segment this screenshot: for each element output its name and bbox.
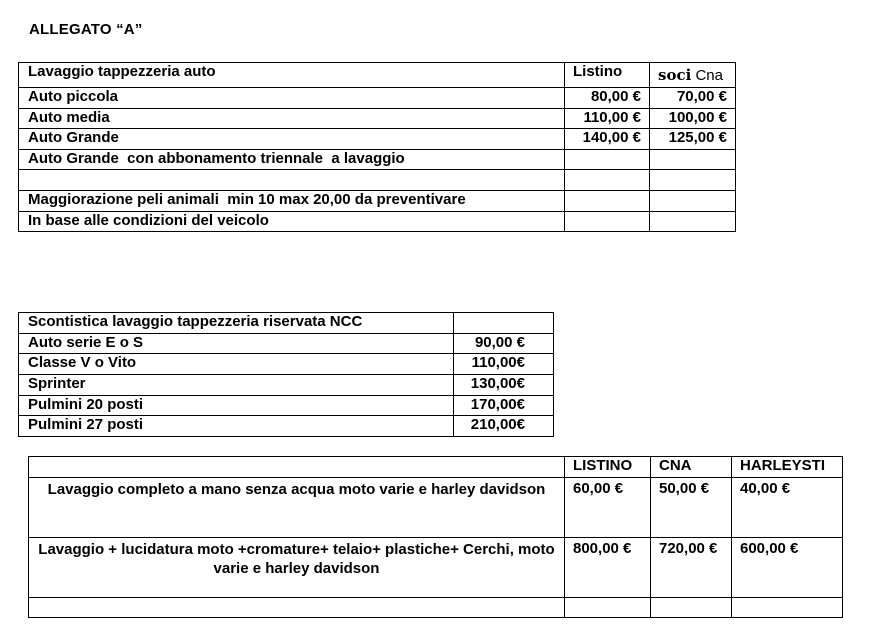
row-label: Auto serie E o S: [19, 333, 454, 354]
table-header-label: Lavaggio tappezzeria auto: [19, 63, 565, 88]
table-header-row: [19, 313, 554, 334]
listino-price: [565, 149, 650, 170]
table-row: [19, 375, 554, 396]
listino-price: 140,00 €: [565, 129, 650, 150]
soci-price: [650, 149, 736, 170]
soci-price: 125,00 €: [650, 129, 736, 150]
row-label: Sprinter: [19, 375, 454, 396]
harleysti-price: 40,00 €: [732, 478, 843, 538]
row-label: Classe V o Vito: [19, 354, 454, 375]
row-price: 90,00 €: [454, 333, 554, 354]
listino-price: 110,00 €: [565, 108, 650, 129]
cna-price: 50,00 €: [651, 478, 732, 538]
row-label: Pulmini 20 posti: [19, 395, 454, 416]
document-heading: ALLEGATO “A”: [29, 21, 143, 38]
listino-price: [565, 211, 650, 232]
cna-header: CNA: [651, 457, 732, 478]
table-row: [19, 211, 736, 232]
ncc-discount-table: [18, 312, 554, 437]
listino-price: 60,00 €: [565, 478, 651, 538]
service-description: Lavaggio completo a mano senza acqua moto varie e harley davidson: [29, 478, 565, 538]
table-header-row: [29, 457, 843, 478]
soci-label: soci: [658, 66, 692, 84]
row-price: 170,00€: [454, 395, 554, 416]
listino-price: [565, 598, 651, 618]
table-row: [19, 416, 554, 437]
table-row: [29, 598, 843, 618]
soci-cna-header: [650, 63, 736, 88]
listino-header: Listino: [565, 63, 650, 88]
table-row: [29, 478, 843, 538]
soci-price: [650, 211, 736, 232]
soci-price: 100,00 €: [650, 108, 736, 129]
table-row: [19, 170, 736, 191]
table-row: [29, 538, 843, 598]
table-header-row: [19, 63, 736, 88]
row-label: [19, 170, 565, 191]
row-label: Maggiorazione peli animali min 10 max 20,00 da preventivare: [19, 190, 565, 211]
table-row: [19, 88, 736, 109]
table-row: [19, 149, 736, 170]
listino-price: [565, 190, 650, 211]
cna-label: Cna: [695, 67, 723, 84]
listino-price: 800,00 €: [565, 538, 651, 598]
listino-price: 80,00 €: [565, 88, 650, 109]
table-row: [19, 395, 554, 416]
table-header-label: Scontistica lavaggio tappezzeria riservata NCC: [19, 313, 454, 334]
empty-cell: [454, 313, 554, 334]
soci-price: 70,00 €: [650, 88, 736, 109]
row-label: Auto piccola: [19, 88, 565, 109]
row-price: 130,00€: [454, 375, 554, 396]
cna-price: [651, 598, 732, 618]
soci-price: [650, 170, 736, 191]
row-label: Pulmini 27 posti: [19, 416, 454, 437]
harleysti-header: HARLEYSTI: [732, 457, 843, 478]
soci-price: [650, 190, 736, 211]
table-row: [19, 333, 554, 354]
row-label: Auto media: [19, 108, 565, 129]
table-row: [19, 129, 736, 150]
row-price: 210,00€: [454, 416, 554, 437]
row-label: Auto Grande: [19, 129, 565, 150]
row-price: 110,00€: [454, 354, 554, 375]
listino-price: [565, 170, 650, 191]
cna-price: 720,00 €: [651, 538, 732, 598]
car-upholstery-price-table: [18, 62, 736, 232]
desc-header: [29, 457, 565, 478]
service-description: Lavaggio + lucidatura moto +cromature+ telaio+ plastiche+ Cerchi, moto varie e harley davidson: [29, 538, 565, 598]
listino-header: LISTINO: [565, 457, 651, 478]
row-label: In base alle condizioni del veicolo: [19, 211, 565, 232]
harleysti-price: 600,00 €: [732, 538, 843, 598]
row-label: Auto Grande con abbonamento triennale a lavaggio: [19, 149, 565, 170]
service-description: [29, 598, 565, 618]
harleysti-price: [732, 598, 843, 618]
table-row: [19, 190, 736, 211]
table-row: [19, 354, 554, 375]
table-row: [19, 108, 736, 129]
moto-wash-price-table: [28, 456, 843, 618]
